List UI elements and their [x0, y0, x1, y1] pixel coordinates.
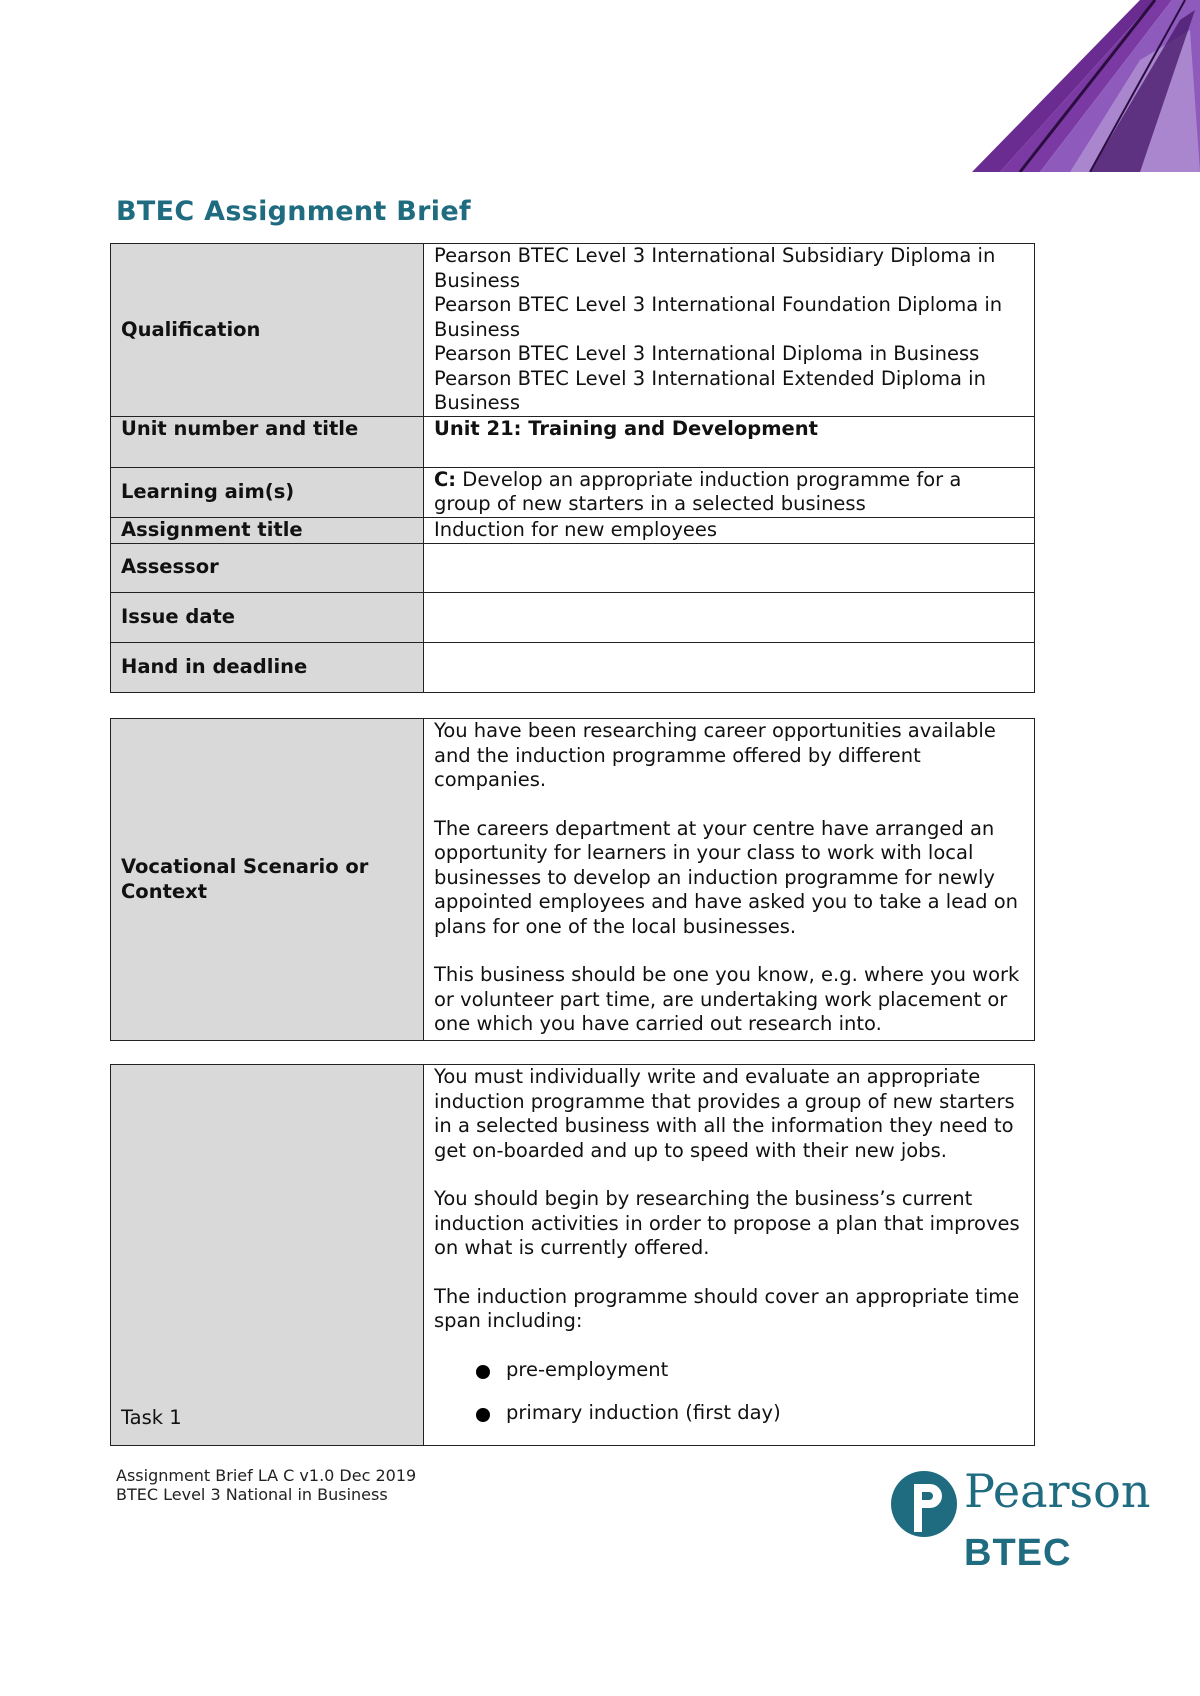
- qualification-line: Pearson BTEC Level 3 International Subsidiary Diploma in Business: [434, 244, 996, 292]
- label-unit: Unit number and title: [111, 416, 424, 467]
- value-hand-in-deadline: [424, 642, 1035, 692]
- logo-wordmark: Pearson: [964, 1464, 1151, 1518]
- value-task: [424, 1065, 1035, 1446]
- pearson-logo-icon: [890, 1466, 958, 1550]
- label-assessor: Assessor: [111, 543, 424, 592]
- row-scenario: [111, 719, 1035, 1041]
- row-assignment-title: [111, 517, 1035, 543]
- assignment-details-table: [110, 243, 1035, 693]
- aim-text: Develop an appropriate induction programme for a group of new starters in a selected business: [434, 467, 962, 515]
- qualification-line: Pearson BTEC Level 3 International Foundation Diploma in Business: [434, 293, 1003, 341]
- value-assignment-title: Induction for new employees: [424, 517, 1035, 543]
- value-scenario: [424, 719, 1035, 1041]
- list-item: primary induction (first day): [476, 1401, 1024, 1426]
- task-table: [110, 1064, 1035, 1446]
- page-title: BTEC Assignment Brief: [116, 196, 471, 227]
- scenario-paragraph: This business should be one you know, e.g. where you work or volunteer part time, are undertaking work placement or one which you have carried out research into.: [434, 963, 1020, 1035]
- label-scenario: Vocational Scenario or Context: [111, 719, 424, 1041]
- row-hand-in-deadline: [111, 642, 1035, 692]
- footer-line: Assignment Brief LA C v1.0 Dec 2019: [116, 1466, 417, 1485]
- label-hand-in-deadline: Hand in deadline: [111, 642, 424, 692]
- label-issue-date: Issue date: [111, 592, 424, 642]
- label-qualification: Qualification: [111, 244, 424, 417]
- label-assignment-title: Assignment title: [111, 517, 424, 543]
- scenario-paragraph: The careers department at your centre have arranged an opportunity for learners in your class to work with local businesses to develop an induction programme for newly appointed employees and have asked you to take a lead on plans for one of the local businesses.: [434, 816, 1019, 938]
- scenario-table: [110, 718, 1035, 1041]
- aim-letter: C:: [434, 467, 457, 491]
- value-assessor: [424, 543, 1035, 592]
- footer-line: BTEC Level 3 National in Business: [116, 1485, 388, 1504]
- row-qualification: [111, 244, 1035, 417]
- qualification-line: Pearson BTEC Level 3 International Diploma in Business: [434, 342, 980, 365]
- row-issue-date: [111, 592, 1035, 642]
- list-item: pre-employment: [476, 1358, 1024, 1383]
- value-unit: Unit 21: Training and Development: [424, 416, 1035, 467]
- value-learning-aim: [424, 467, 1035, 517]
- logo-btec: BTEC: [964, 1532, 1072, 1574]
- task-paragraph: You must individually write and evaluate an appropriate induction programme that provides a group of new starters in a selected business with all the information they need to get on-boarded and up to speed with their new jobs.: [434, 1065, 1015, 1162]
- value-qualification: [424, 244, 1035, 417]
- label-task: Task 1: [111, 1065, 424, 1446]
- page-footer: [116, 1466, 416, 1504]
- label-learning-aim: Learning aim(s): [111, 467, 424, 517]
- scenario-paragraph: You have been researching career opportunities available and the induction programme offered by different companies.: [434, 719, 996, 791]
- row-unit: [111, 416, 1035, 467]
- page-header: [0, 0, 1200, 172]
- row-assessor: [111, 543, 1035, 592]
- qualification-line: Pearson BTEC Level 3 International Extended Diploma in Business: [434, 366, 986, 414]
- task-bullet-list: [434, 1358, 1024, 1426]
- row-task: [111, 1065, 1035, 1446]
- header-decorative-graphic: [940, 0, 1200, 172]
- task-paragraph: You should begin by researching the business’s current induction activities in order to propose a plan that improves on what is currently offered.: [434, 1187, 1020, 1259]
- task-paragraph: The induction programme should cover an appropriate time span including:: [434, 1284, 1020, 1332]
- pearson-btec-logo: [890, 1462, 1151, 1582]
- value-issue-date: [424, 592, 1035, 642]
- row-learning-aim: [111, 467, 1035, 517]
